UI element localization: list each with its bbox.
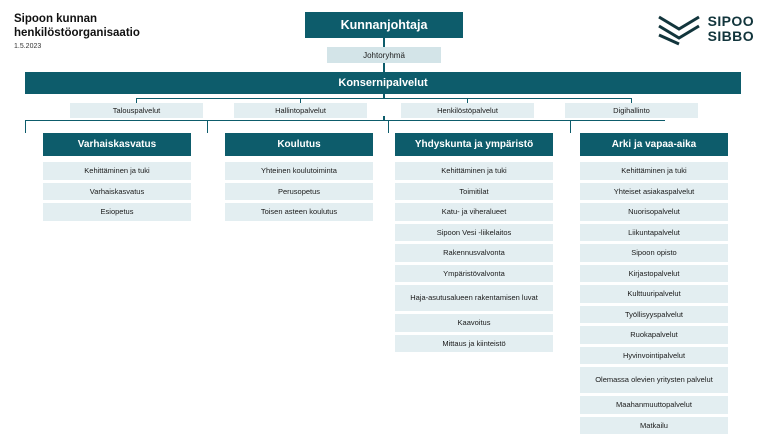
column-3-item-1[interactable]: Yhteiset asiakaspalvelut <box>580 183 728 201</box>
column-2-item-6[interactable]: Haja-asutusalueen rakentamisen luvat <box>395 285 553 311</box>
column-3-item-8[interactable]: Ruokapalvelut <box>580 326 728 344</box>
column-3-item-12[interactable]: Matkailu <box>580 417 728 435</box>
column-3-item-4[interactable]: Sipoon opisto <box>580 244 728 262</box>
column-3-item-7[interactable]: Työllisyyspalvelut <box>580 306 728 324</box>
column-3-item-5[interactable]: Kirjastopalvelut <box>580 265 728 283</box>
node-konserni-unit-0[interactable]: Talouspalvelut <box>70 103 203 118</box>
column-3-item-3[interactable]: Liikuntapalvelut <box>580 224 728 242</box>
column-head-3[interactable]: Arki ja vapaa-aika <box>580 133 728 156</box>
connector-col-4 <box>570 120 571 133</box>
column-3-item-10[interactable]: Olemassa olevien yritysten palvelut <box>580 367 728 393</box>
column-0-item-0[interactable]: Kehittäminen ja tuki <box>43 162 191 180</box>
column-3-item-9[interactable]: Hyvinvointipalvelut <box>580 347 728 365</box>
column-2-item-7[interactable]: Kaavoitus <box>395 314 553 332</box>
column-3-item-6[interactable]: Kulttuuripalvelut <box>580 285 728 303</box>
column-2-item-2[interactable]: Katu- ja viheralueet <box>395 203 553 221</box>
node-konserni-unit-3[interactable]: Digihallinto <box>565 103 698 118</box>
column-0-item-1[interactable]: Varhaiskasvatus <box>43 183 191 201</box>
title-line-1: Sipoon kunnan <box>14 13 98 25</box>
connector-columns-down <box>383 116 385 121</box>
column-3-item-0[interactable]: Kehittäminen ja tuki <box>580 162 728 180</box>
column-arki-ja-vapaa-aika <box>580 133 728 437</box>
node-konsernipalvelut[interactable]: Konsernipalvelut <box>25 72 741 94</box>
column-head-2[interactable]: Yhdyskunta ja ympäristö <box>395 133 553 156</box>
column-1-item-2[interactable]: Toisen asteen koulutus <box>225 203 373 221</box>
column-0-item-2[interactable]: Esiopetus <box>43 203 191 221</box>
column-yhdyskunta-ja-ymparisto <box>395 133 553 355</box>
column-koulutus <box>225 133 373 224</box>
connector-col-1 <box>25 120 26 133</box>
logo <box>657 12 754 46</box>
title-date: 1.5.2023 <box>14 43 42 50</box>
node-konserni-unit-2[interactable]: Henkilöstöpalvelut <box>401 103 534 118</box>
connector-col-2 <box>207 120 208 133</box>
connector-col-3 <box>388 120 389 133</box>
column-head-0[interactable]: Varhaiskasvatus <box>43 133 191 156</box>
sipoo-waves-logo-icon <box>657 12 701 46</box>
column-2-item-3[interactable]: Sipoon Vesi -liikelaitos <box>395 224 553 242</box>
node-kunnanjohtaja[interactable]: Kunnanjohtaja <box>305 12 463 38</box>
column-2-item-4[interactable]: Rakennusvalvonta <box>395 244 553 262</box>
column-3-item-11[interactable]: Maahanmuuttopalvelut <box>580 396 728 414</box>
connector-columns-bus <box>25 120 665 121</box>
column-varhaiskasvatus <box>43 133 191 224</box>
column-2-item-8[interactable]: Mittaus ja kiinteistö <box>395 335 553 353</box>
logo-line-1: SIPOO <box>707 13 754 29</box>
column-2-item-1[interactable]: Toimitilat <box>395 183 553 201</box>
logo-line-2: SIBBO <box>707 28 754 44</box>
node-johtoryhma[interactable]: Johtoryhmä <box>327 47 441 63</box>
title-line-2: henkilöstöorganisaatio <box>14 27 140 39</box>
column-1-item-0[interactable]: Yhteinen koulutoiminta <box>225 162 373 180</box>
column-2-item-5[interactable]: Ympäristövalvonta <box>395 265 553 283</box>
column-3-item-2[interactable]: Nuorisopalvelut <box>580 203 728 221</box>
column-head-1[interactable]: Koulutus <box>225 133 373 156</box>
column-1-item-1[interactable]: Perusopetus <box>225 183 373 201</box>
logo-text <box>708 14 754 44</box>
page-title <box>14 12 254 50</box>
column-2-item-0[interactable]: Kehittäminen ja tuki <box>395 162 553 180</box>
node-konserni-unit-1[interactable]: Hallintopalvelut <box>234 103 367 118</box>
